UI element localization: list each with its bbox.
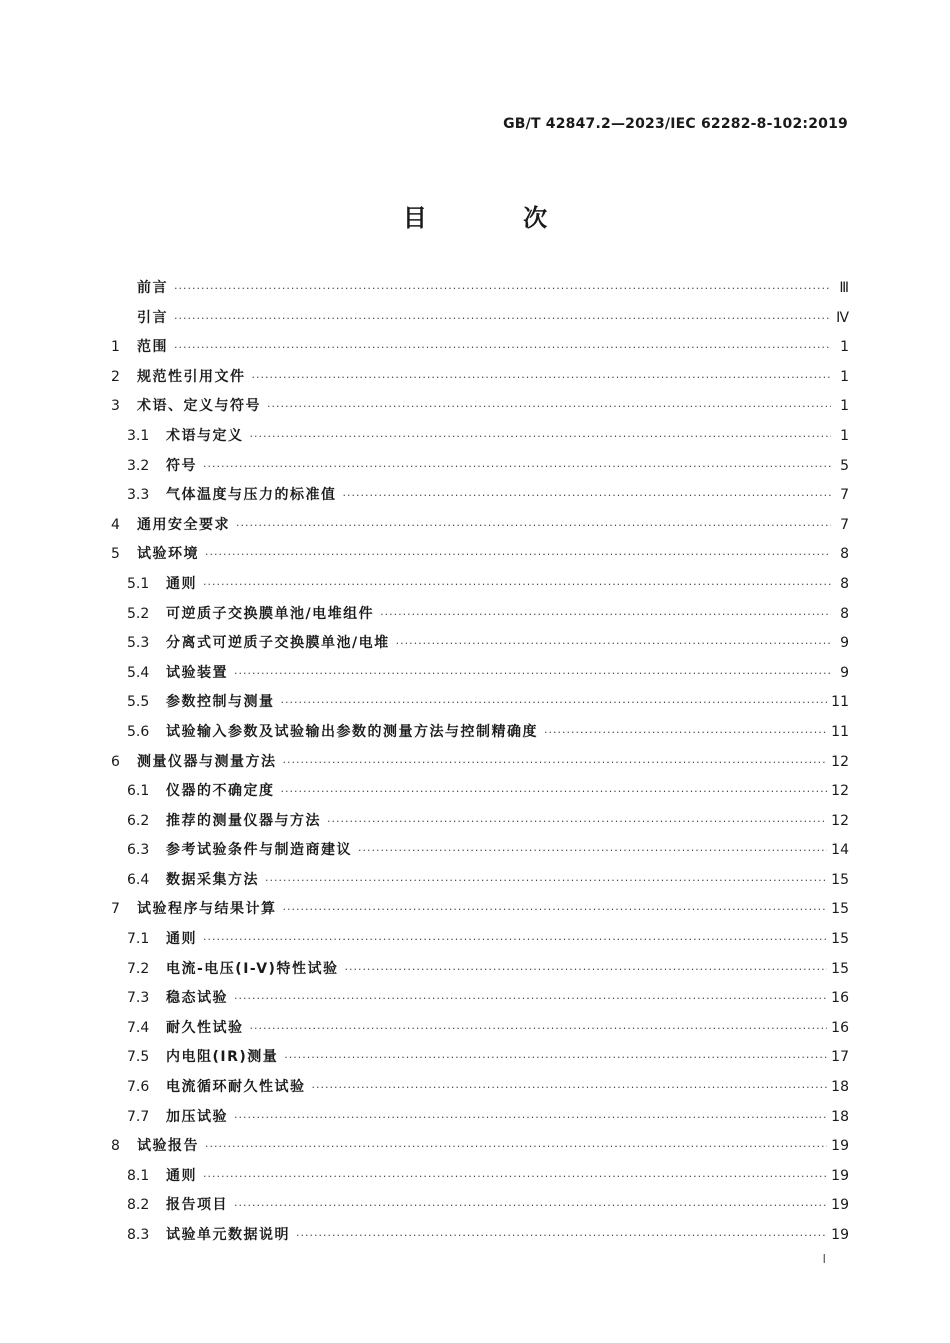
toc-entry[interactable]	[111, 836, 849, 866]
toc-entry-page: 16	[831, 1019, 849, 1036]
toc-entry-number: 7	[111, 901, 120, 918]
toc-entry-label: 范围	[137, 339, 168, 356]
toc-entry-label: 试验环境	[137, 546, 199, 563]
toc-dot-leader	[252, 363, 832, 393]
toc-entry-label: 分离式可逆质子交换膜单池/电堆	[166, 635, 390, 652]
toc-entry-page: 16	[831, 990, 849, 1007]
toc-entry-label: 稳态试验	[166, 990, 228, 1007]
toc-entry-page: 14	[831, 842, 849, 859]
toc-entry-label: 前言	[137, 280, 168, 296]
toc-entry-number: 1	[111, 339, 120, 356]
toc-dot-leader	[544, 718, 827, 748]
toc-entry-label: 引言	[137, 309, 168, 326]
toc-entry-label: 数据采集方法	[166, 871, 259, 888]
toc-entry-page: 17	[831, 1049, 849, 1066]
toc-entry-number: 8	[111, 1138, 120, 1155]
toc-entry[interactable]	[111, 274, 849, 304]
toc-entry-number: 6.2	[127, 812, 150, 829]
toc-entry-number: 7.4	[127, 1019, 150, 1036]
toc-entry[interactable]	[111, 1191, 849, 1221]
toc-dot-leader	[281, 777, 828, 807]
toc-entry-label: 气体温度与压力的标准值	[166, 487, 337, 504]
page-title: 目 次	[402, 204, 592, 232]
toc-entry-number: 5.1	[127, 575, 150, 592]
toc-entry[interactable]	[111, 600, 849, 630]
toc-dot-leader	[203, 925, 827, 955]
toc-entry-number: 2	[111, 368, 120, 385]
toc-entry-label: 试验报告	[137, 1138, 199, 1155]
toc-entry-label: 通则	[166, 1167, 197, 1184]
toc-entry-page: 11	[831, 723, 849, 740]
toc-entry-number: 8.1	[127, 1167, 150, 1184]
toc-dot-leader	[203, 570, 831, 600]
toc-entry-page: 11	[831, 694, 849, 711]
toc-entry[interactable]	[111, 807, 849, 837]
toc-entry-number: 7.6	[127, 1079, 150, 1096]
toc-entry-page: 8	[840, 575, 849, 592]
toc-entry-label: 推荐的测量仪器与方法	[166, 812, 321, 829]
toc-entry-number: 5.4	[127, 664, 150, 681]
toc-entry-page: 19	[831, 1227, 849, 1243]
toc-entry[interactable]	[111, 392, 849, 422]
toc-dot-leader	[250, 422, 832, 452]
toc-entry-label: 报告项目	[166, 1197, 228, 1214]
toc-entry-number: 8.3	[127, 1227, 150, 1243]
toc-entry-label: 测量仪器与测量方法	[137, 753, 277, 770]
toc-entry[interactable]	[111, 895, 849, 925]
toc-entry[interactable]	[111, 570, 849, 600]
toc-dot-leader	[205, 540, 831, 570]
toc-entry-page: 15	[831, 901, 849, 918]
toc-dot-leader	[284, 1043, 827, 1073]
toc-entry-page: 12	[831, 812, 849, 829]
toc-entry-number: 3.1	[127, 427, 150, 444]
toc-entry-label: 试验程序与结果计算	[137, 901, 277, 918]
toc-entry-number: 4	[111, 516, 120, 533]
toc-entry[interactable]	[111, 481, 849, 511]
toc-dot-leader	[234, 984, 827, 1014]
toc-entry[interactable]	[111, 866, 849, 896]
toc-entry[interactable]	[111, 1132, 849, 1162]
toc-entry-label: 耐久性试验	[166, 1019, 244, 1036]
toc-entry-page: 15	[831, 960, 849, 977]
toc-entry-label: 参考试验条件与制造商建议	[166, 842, 352, 859]
toc-entry-page: 7	[840, 487, 849, 504]
toc-entry[interactable]	[111, 688, 849, 718]
toc-entry-number: 5.2	[127, 605, 150, 622]
toc-entry[interactable]	[111, 304, 849, 334]
toc-entry-page: 18	[831, 1079, 849, 1096]
toc-entry-page: 19	[831, 1138, 849, 1155]
toc-entry-label: 试验装置	[166, 664, 228, 681]
toc-entry-page: 9	[840, 635, 849, 652]
toc-entry-label: 加压试验	[166, 1108, 228, 1125]
toc-entry-label: 符号	[166, 457, 197, 474]
toc-dot-leader	[267, 392, 831, 422]
toc-entry-number: 8.2	[127, 1197, 150, 1214]
toc-entry[interactable]	[111, 1103, 849, 1133]
toc-entry-page: 19	[831, 1197, 849, 1214]
toc-entry-number: 5	[111, 546, 120, 563]
toc-entry[interactable]	[111, 1221, 849, 1251]
toc-entry[interactable]	[111, 1043, 849, 1073]
toc-entry-label: 术语与定义	[166, 427, 244, 444]
toc-entry-page: 1	[840, 427, 849, 444]
page-number: I	[822, 1252, 826, 1266]
toc-entry-label: 通用安全要求	[137, 516, 230, 533]
toc-entry[interactable]	[111, 984, 849, 1014]
toc-entry[interactable]	[111, 629, 849, 659]
toc-entry-page: 1	[840, 368, 849, 385]
toc-entry[interactable]	[111, 925, 849, 955]
toc-dot-leader	[380, 600, 831, 630]
toc-dot-leader	[234, 659, 831, 689]
toc-dot-leader	[358, 836, 827, 866]
toc-entry[interactable]	[111, 748, 849, 778]
toc-entry-label: 仪器的不确定度	[166, 783, 275, 800]
toc-entry-number: 7.7	[127, 1108, 150, 1125]
toc-entry-page: 15	[831, 931, 849, 948]
toc-dot-leader	[296, 1221, 827, 1251]
toc-dot-leader	[281, 688, 828, 718]
toc-entry[interactable]	[111, 718, 849, 748]
toc-entry[interactable]	[111, 955, 849, 985]
toc-entry-page: 12	[831, 753, 849, 770]
table-of-contents	[111, 274, 849, 1251]
standard-code: GB/T 42847.2—2023/IEC 62282-8-102:2019	[503, 116, 848, 132]
toc-entry-label: 电流-电压(I-V)特性试验	[166, 960, 339, 977]
toc-entry-label: 通则	[166, 575, 197, 592]
toc-entry[interactable]	[111, 777, 849, 807]
toc-entry-page: 12	[831, 783, 849, 800]
toc-entry-label: 可逆质子交换膜单池/电堆组件	[166, 605, 375, 622]
toc-entry-label: 内电阻(IR)测量	[166, 1049, 279, 1066]
toc-entry-number: 5.6	[127, 723, 150, 740]
toc-entry-page: 8	[840, 546, 849, 563]
toc-entry-label: 参数控制与测量	[166, 694, 275, 711]
toc-dot-leader	[234, 1103, 827, 1133]
toc-dot-leader	[344, 955, 827, 985]
toc-entry[interactable]	[111, 1073, 849, 1103]
toc-entry-page: 19	[831, 1167, 849, 1184]
toc-entry-page: 18	[831, 1108, 849, 1125]
toc-entry[interactable]	[111, 333, 849, 363]
toc-dot-leader	[174, 333, 831, 363]
toc-dot-leader	[312, 1073, 828, 1103]
toc-entry-page: 9	[840, 664, 849, 681]
toc-entry-number: 6	[111, 753, 120, 770]
toc-entry-page: 15	[831, 871, 849, 888]
toc-entry-page: 8	[840, 605, 849, 622]
toc-entry-label: 通则	[166, 931, 197, 948]
toc-entry-number: 3	[111, 398, 120, 415]
toc-entry[interactable]	[111, 511, 849, 541]
toc-entry[interactable]	[111, 452, 849, 482]
toc-entry-label: 试验单元数据说明	[166, 1227, 290, 1243]
toc-entry-label: 电流循环耐久性试验	[166, 1079, 306, 1096]
toc-dot-leader	[283, 748, 828, 778]
toc-entry[interactable]	[111, 363, 849, 393]
toc-entry[interactable]	[111, 1162, 849, 1192]
toc-entry-label: 试验输入参数及试验输出参数的测量方法与控制精确度	[166, 723, 538, 740]
toc-entry-page: 7	[840, 516, 849, 533]
toc-entry[interactable]	[111, 1014, 849, 1044]
toc-entry-number: 6.1	[127, 783, 150, 800]
toc-entry-page: 5	[840, 457, 849, 474]
toc-entry-number: 5.5	[127, 694, 150, 711]
toc-entry-page: Ⅳ	[836, 309, 849, 326]
toc-dot-leader	[174, 274, 831, 304]
toc-entry[interactable]	[111, 422, 849, 452]
toc-dot-leader	[343, 481, 832, 511]
toc-entry[interactable]	[111, 659, 849, 689]
toc-entry-number: 5.3	[127, 635, 150, 652]
toc-dot-leader	[283, 895, 828, 925]
toc-entry[interactable]	[111, 540, 849, 570]
toc-dot-leader	[203, 452, 831, 482]
toc-entry-label: 术语、定义与符号	[137, 398, 261, 415]
toc-entry-number: 7.3	[127, 990, 150, 1007]
toc-dot-leader	[205, 1132, 827, 1162]
toc-entry-number: 6.3	[127, 842, 150, 859]
toc-entry-number: 7.1	[127, 931, 150, 948]
toc-dot-leader	[396, 629, 831, 659]
toc-dot-leader	[174, 304, 831, 334]
toc-entry-number: 6.4	[127, 871, 150, 888]
toc-dot-leader	[327, 807, 827, 837]
toc-dot-leader	[234, 1191, 827, 1221]
toc-entry-number: 7.2	[127, 960, 150, 977]
toc-entry-number: 3.2	[127, 457, 150, 474]
toc-dot-leader	[203, 1162, 827, 1192]
toc-entry-page: Ⅲ	[839, 280, 849, 296]
toc-dot-leader	[265, 866, 827, 896]
toc-entry-number: 7.5	[127, 1049, 150, 1066]
toc-entry-label: 规范性引用文件	[137, 368, 246, 385]
toc-entry-page: 1	[840, 398, 849, 415]
toc-dot-leader	[236, 511, 831, 541]
toc-entry-page: 1	[840, 339, 849, 356]
toc-entry-number: 3.3	[127, 487, 150, 504]
toc-dot-leader	[250, 1014, 828, 1044]
